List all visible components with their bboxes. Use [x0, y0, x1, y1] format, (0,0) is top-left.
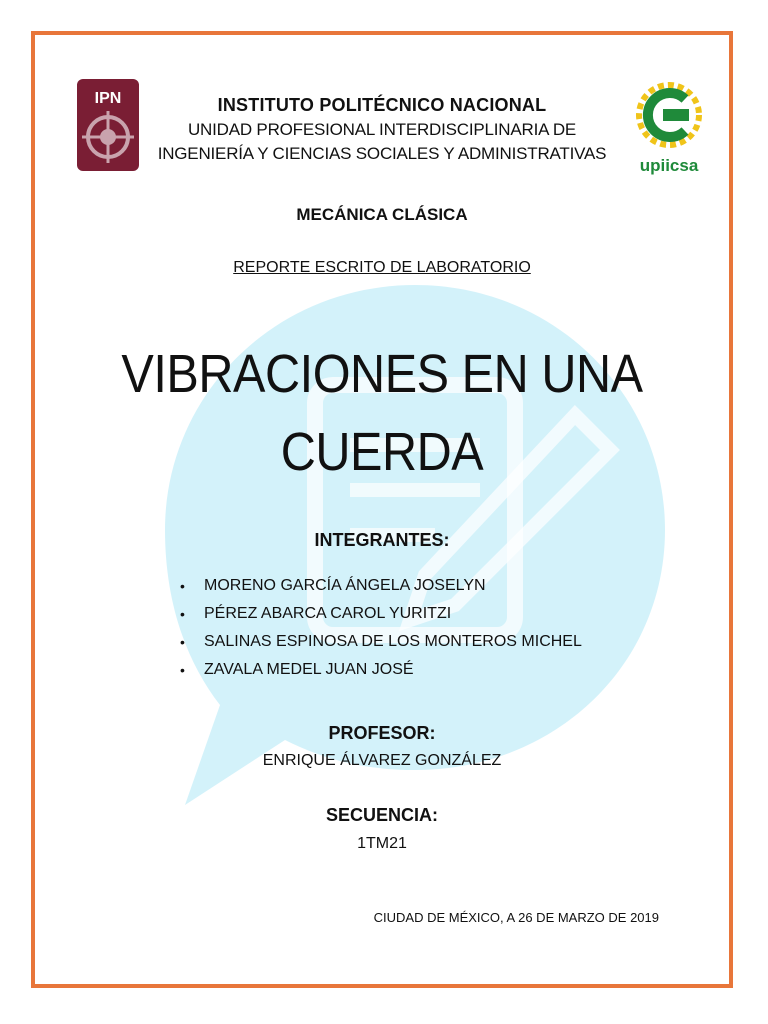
page-frame	[31, 31, 733, 988]
title-line-1: VIBRACIONES EN UNA	[121, 344, 643, 404]
document-title	[70, 335, 695, 491]
members-list	[180, 572, 582, 684]
sequence-value: 1TM21	[357, 835, 407, 852]
list-item: • PÉREZ ABARCA CAROL YURITZI	[180, 600, 582, 628]
ipn-logo-text: IPN	[94, 90, 122, 107]
list-item: • SALINAS ESPINOSA DE LOS MONTEROS MICHEL	[180, 628, 582, 656]
title-line-2: CUERDA	[280, 422, 484, 482]
unit-name-line-2: INGENIERÍA Y CIENCIAS SOCIALES Y ADMINISTRATIVAS	[157, 144, 607, 163]
sequence-label: SECUENCIA:	[325, 805, 438, 825]
upiicsa-logo-text: upiicsa	[639, 156, 699, 175]
report-type-text: REPORTE ESCRITO DE LABORATORIO	[233, 259, 531, 276]
unit-name-line-1: UNIDAD PROFESIONAL INTERDISCIPLINARIA DE	[187, 120, 577, 139]
list-item: • ZAVALA MEDEL JUAN JOSÉ	[180, 656, 582, 684]
institution-header	[35, 95, 729, 164]
professor-name: ENRIQUE ÁLVAREZ GONZÁLEZ	[262, 752, 502, 769]
professor-label: PROFESOR:	[328, 723, 436, 743]
institution-name: INSTITUTO POLITÉCNICO NACIONAL	[217, 95, 547, 115]
list-item: • MORENO GARCÍA ÁNGELA JOSELYN	[180, 572, 582, 600]
report-type	[35, 259, 729, 277]
course-name: MECÁNICA CLÁSICA	[296, 205, 468, 224]
date-line: CIUDAD DE MÉXICO, A 26 DE MARZO DE 2019	[373, 910, 659, 925]
members-label: INTEGRANTES:	[314, 530, 450, 550]
